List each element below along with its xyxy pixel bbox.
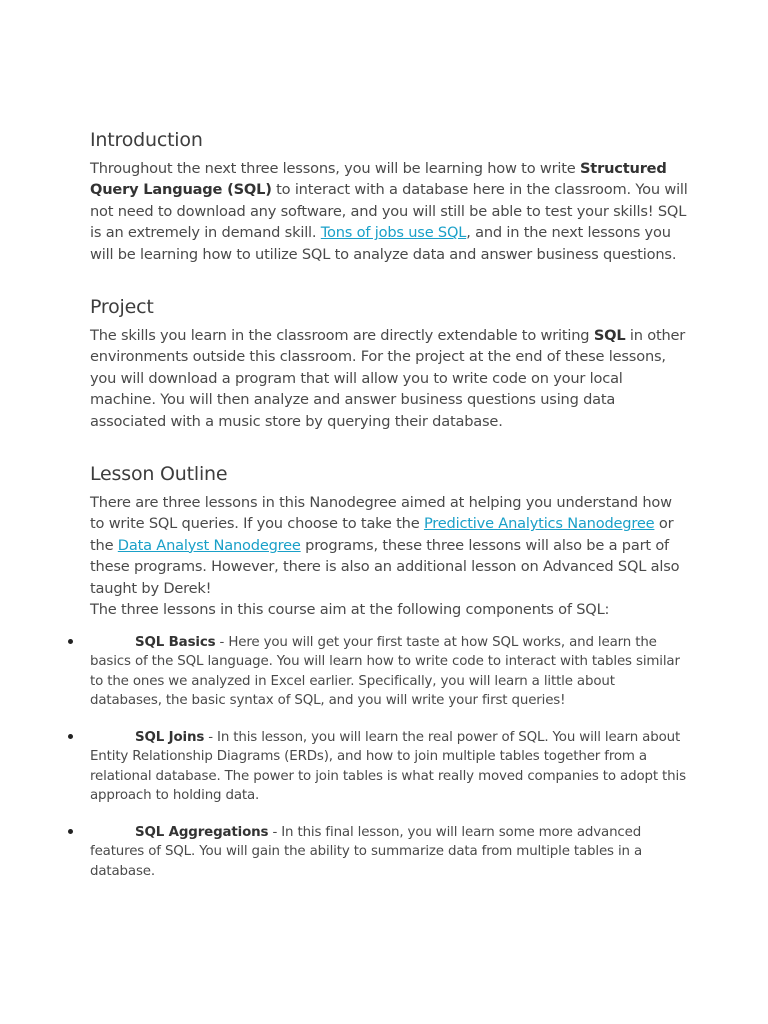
outline-text-2: or the [90,515,674,554]
list-item-text: - In this lesson, you will learn the real power of SQL. You will learn about Entity Relationship Diagrams (ERDs), and how to join multiple tables together from a relational database. The power to join tables is what really moved companies to adopt this approach to holding data. [90,729,686,803]
outline-text-1: There are three lessons in this Nanodegree aimed at helping you understand how to write SQL queries. If you choose to take the [90,494,672,533]
lesson-outline-paragraph [90,492,690,620]
data-analyst-link[interactable]: Data Analyst Nanodegree [117,536,301,554]
lesson-outline-heading: Lesson Outline [90,463,228,486]
section-spacer [90,432,690,462]
project-paragraph [90,325,690,432]
list-item-sql-joins [90,728,690,806]
list-item-text: - In this final lesson, you will learn some more advanced features of SQL. You will gain the ability to summarize data from multiple tables in a database. [90,824,643,879]
components-list [90,633,690,882]
introduction-bold-sql: Structured Query Language (SQL) [90,160,667,199]
project-text-2: in other environments outside this classroom. For the project at the end of these lessons, you will download a program that will allow you to write code on your local machine. You will then analyze and answer business questions using data associated with a music store by querying their database. [90,327,686,430]
outline-text-3: programs, these three lessons will also be a part of these programs. However, there is also an additional lesson on Advanced SQL also taught by Derek! [90,536,680,597]
introduction-heading: Introduction [90,129,203,151]
project-bold-sql: SQL [593,327,626,345]
list-item-title: SQL Basics [135,634,216,650]
introduction-text-3: , and in the next lessons you will be learning how to utilize SQL to analyze data and answer business questions. [90,224,677,263]
project-text-1: The skills you learn in the classroom are directly extendable to writing [90,327,594,345]
introduction-paragraph [90,158,690,265]
predictive-analytics-link[interactable]: Predictive Analytics Nanodegree [423,515,655,533]
bullet-icon [68,639,73,644]
tons-of-jobs-link[interactable]: Tons of jobs use SQL [320,224,467,242]
bullet-icon [68,829,73,834]
document-content [90,128,690,898]
list-item-title: SQL Aggregations [135,824,269,840]
bullet-icon [68,734,73,739]
introduction-text-1: Throughout the next three lessons, you will be learning how to write [90,160,580,177]
introduction-text-2: to interact with a database here in the classroom. You will not need to download any software, and you will still be able to test your skills! SQL is an extremely in demand skill. [90,181,688,242]
list-item-sql-basics [90,633,690,711]
list-item-text: - Here you will get your first taste at how SQL works, and learn the basics of the SQL language. You will learn how to write code to interact with tables similar to the ones we analyzed in Excel earlier. Specifically, you will learn a little about databases, the basic syntax of SQL, and you will write your first queries! [90,634,680,708]
list-item-sql-aggregations [90,823,690,882]
project-heading: Project [90,296,154,319]
outline-text-4: The three lessons in this course aim at the following components of SQL: [90,601,610,619]
list-item-title: SQL Joins [135,729,205,745]
section-spacer [90,265,690,295]
